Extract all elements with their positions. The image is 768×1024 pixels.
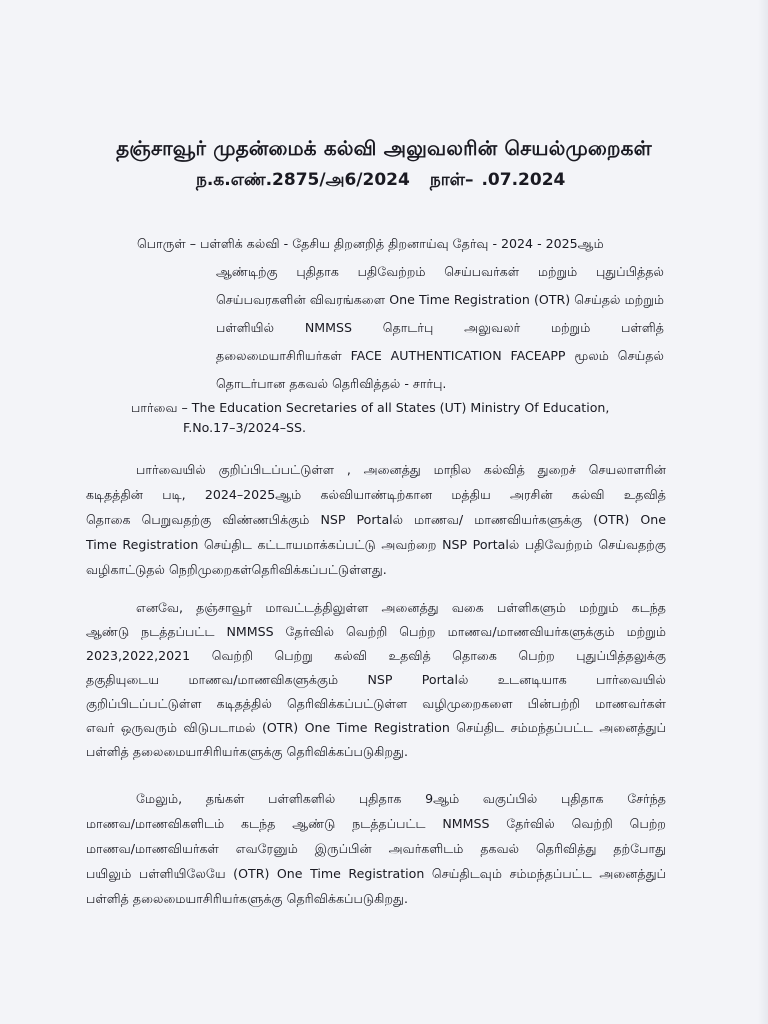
date-value: .07.2024 [481,170,566,190]
subject-line: பொருள் – பள்ளிக் கல்வி - தேசிய திறனறித் திறனாய்வு தேர்வு - 2024 - 2025ஆம் [137,236,604,251]
paragraph-line: 2023,2022,2021 வெற்றி பெற்று கல்வி உதவித் தொகை பெற்ற புதுப்பித்தலுக்கு [86,648,666,663]
subject-line: தலைமையாசிரியர்கள் FACE AUTHENTICATION FACEAPP மூலம் செய்தல் [216,348,664,363]
subject-line: பள்ளியில் NMMSS தொடர்பு அலுவலர் மற்றும் பள்ளித் [216,320,664,335]
reference-line: பார்வை – The Education Secretaries of all States (UT) Ministry Of Education, [131,400,610,415]
paragraph-line: மேலும், தங்கள் பள்ளிகளில் புதிதாக 9ஆம் வகுப்பில் புதிதாக சேர்ந்த [136,791,666,806]
reference-line: F.No.17–3/2024–SS. [183,420,307,435]
subject-line: ஆண்டிற்கு புதிதாக பதிவேற்றம் செய்பவர்கள் மற்றும் புதுப்பித்தல் [216,264,664,279]
subject-line: தொடர்பான தகவல் தெரிவித்தல் - சார்பு. [216,376,447,391]
paragraph-line: எவர் ஒருவரும் விடுபடாமல் (OTR) One Time Registration செய்திட சம்மந்தப்பட்ட அனைத்துப் [86,720,666,735]
paragraph-line: எனவே, தஞ்சாவூர் மாவட்டத்திலுள்ள அனைத்து வகை பள்ளிகளும் மற்றும் கடந்த [136,600,666,615]
paragraph-line: பள்ளித் தலைமையாசிரியர்களுக்கு தெரிவிக்கப்படுகிறது. [86,744,408,759]
paragraph-line: தகுதியுடைய மாணவ/மாணவிகளுக்கும் NSP Portalல் உடனடியாக பார்வையில் [86,672,666,687]
paragraph-line: தொகை பெறுவதற்கு விண்ணபிக்கும் NSP Portalல் மாணவ/ மாணவியர்களுக்கு (OTR) One [86,512,666,527]
paragraph-line: கடிதத்தின் படி, 2024–2025ஆம் கல்வியாண்டிற்கான மத்திய அரசின் கல்வி உதவித் [86,487,666,502]
paragraph-line: பள்ளித் தலைமையாசிரியர்களுக்கு தெரிவிக்கப்படுகிறது. [86,891,408,906]
paragraph-line: பயிலும் பள்ளியிலேயே (OTR) One Time Registration செய்திடவும் சம்மந்தப்பட்ட அனைத்துப் [86,866,666,881]
reference-number: ந.க.எண்.2875/அ6/2024 [196,170,410,190]
subject-line: செய்பவரகளின் விவரங்களை One Time Registration (OTR) செய்தல் மற்றும் [216,292,664,307]
paragraph-line: Time Registration செய்திட கட்டாயமாக்கப்பட்டு அவற்றை NSP Portalல் பதிவேற்றம் செய்வதற்கு [86,537,666,552]
date-label: நாள்– [429,170,474,190]
paragraph-line: குறிப்பிடப்பட்டுள்ள கடிதத்தில் தெரிவிக்கப்பட்டுள்ள வழிமுறைகளை பின்பற்றி மாணவர்கள் [86,696,666,711]
paragraph-line: மாணவ/மாணவிகளிடம் கடந்த ஆண்டு நடத்தப்பட்ட NMMSS தேர்வில் வெற்றி பெற்ற [86,816,666,831]
document-title: தஞ்சாவூர் முதன்மைக் கல்வி அலுவலரின் செயல்முறைகள் [116,136,652,160]
paragraph-line: வழிகாட்டுதல் நெறிமுறைகள்தெரிவிக்கப்பட்டுள்ளது. [86,562,387,577]
paragraph-line: மாணவ/மாணவியர்கள் எவரேனும் இருப்பின் அவர்களிடம் தகவல் தெரிவித்து தற்போது [86,841,666,856]
reference-number-line [196,170,565,192]
paragraph-line: பார்வையில் குறிப்பிடப்பட்டுள்ள , அனைத்து மாநில கல்வித் துறைச் செயலாளரின் [136,462,666,477]
paragraph-line: ஆண்டு நடத்தப்பட்ட NMMSS தேர்வில் வெற்றி பெற்ற மாணவ/மாணவியர்களுக்கும் மற்றும் [86,624,666,639]
